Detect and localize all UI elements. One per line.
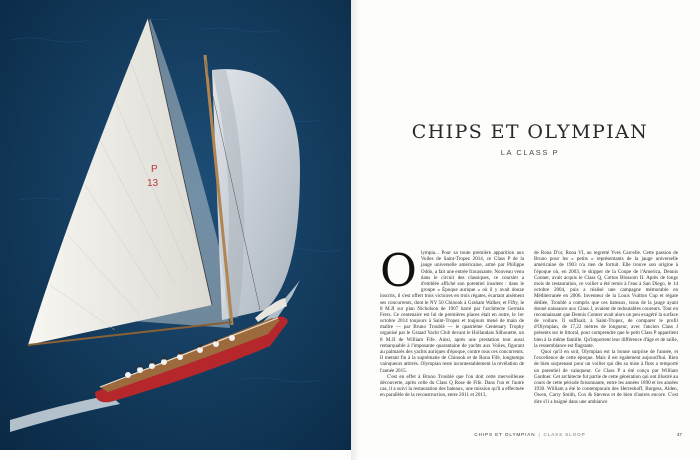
footer-subsection: CLASS SLOOP — [543, 432, 586, 437]
yacht-illustration — [0, 0, 351, 450]
text-column-1 — [380, 250, 524, 442]
paragraph: Quoi qu'il en soit, Olympian est la bonne surprise de l'année, et l'excellence de cette époque. Mais il est également aujourd'hui. Rien de bien surprenant pour un voilier qui dès sa mise à flots a remporté un potentiel de vainqueur. Ce Class P a été conçu par William Gardner. Cet architecte fut partie de cette génération qui ont illustré au cours de cette période foisonnante, entre les années 1890 et les années 1930. William a été le contemporain des Herreshoff, Burgess, Alden, Owen, Carry Smith, Cox & Stevens et de bien d'autres encore. C'est dire s'il a baigné dans une ambiance — [534, 349, 678, 405]
footer-separator: | — [538, 432, 541, 437]
paragraph: lympia... Pour sa toute première apparition aux Voiles de Saint-Tropez 2014, ce Class P de la jauge universelle américaine, armé par Philippe Oddo, a fait une entrée fracassante. Nouveau venu dans le circuit des classiques, ce coursier a d'emblée affiché son potentiel insolent : dans le groupe « Époque aurique » où il y avait douze inscrits, il s'est offert trois victoires en trois régates, écartant aisément ses concurrents, dont le NY 50 Chinook à Graham Walker, et Fifty, le 8 M.JI sur plan Nicholson de 1907 barré par l'architecte Germán Frers. Ce centenaire est lui de premières places était en outre, le 1er octobre 2014 toujours à Saint-Tropez et toujours mené de main de maître — par Bruno Troublé — le quatrième Centenary Trophy organisé par le Gstaad Yacht Club devant le Hollandais Silhouette, un 8 M.JI de William Fife. Ainsi, après une prestation tout aussi remarquable à l'imposante quarantaine de yachts aux Voiles, figurant au palmarès des yachts auriques d'époque, contre tous ces concurrents. Il mettait fin à la suprématie de Chinook et de Rona Fife, longtemps vainqueurs attitrés. Olympian reste incontestablement la révélation de l'année 2015. — [380, 250, 524, 374]
sail-number-top: P — [151, 164, 158, 175]
article-page — [360, 0, 700, 460]
yacht-photo — [0, 0, 351, 450]
drop-cap: O — [380, 250, 417, 297]
article-title: CHIPS ET OLYMPIAN — [411, 121, 649, 143]
article-body — [380, 250, 678, 442]
running-footer — [360, 432, 700, 437]
gutter-shadow — [351, 0, 359, 460]
paragraph: C'est en effet à Bruno Troublé que l'on doit cette merveilleuse découverte, après celle du Class Q Rose de Fife. Dans l'un et l'autre cas, il a suivi la restauration des bateaux, une mission qu'il a effectuée en parallèle de la reconstruction, entre 2011 et 2013, — [380, 373, 524, 399]
paragraph: de Rona D'or, Rona VI, au regretté Yves Carcelle. Cette passion de Bruno pour les « petits » représentants de la jauge universelle américaine de 1903 n'a rien de fortuit. Elle trouve son origine à l'époque où, en 2003, le skipper de la Coupe de l'America, Dennis Conner, avait acquis le Class Q, Cotton Blossom II. Après de longs mois de restauration, ce voilier a été remis à l'eau à San Diego, le 14 octobre 2004, puis a réalisé une campagne mémorable en Méditerranée en 2006. Inventeur de la Louis Vuitton Cup et régate dédiée, Troublé a compris que ces bateaux, issus de la jauge ayant donné naissance aux Class J, avaient de redoutables coureurs. Tout en reconnaissant que Dennis Conner avait alors un peu exagéré la surface de voilure. Il suffisait, à Saint-Tropez, de comparer le profil d'Olympian, de 17,22 mètres de longueur, avec l'ancien Class J présents sur le littoral, pour comprendre que le petit Class P appartient bien à la même famille. Qu'importent leur différence d'âge et de taille, la ressemblance est flagrante. — [534, 250, 678, 349]
page-number: 47 — [676, 432, 682, 437]
footer-section: CHIPS ET OLYMPIAN — [474, 432, 536, 437]
sail-number-bottom: 13 — [147, 178, 159, 189]
text-column-2 — [534, 250, 678, 442]
article-subtitle: LA CLASS P — [500, 148, 560, 157]
